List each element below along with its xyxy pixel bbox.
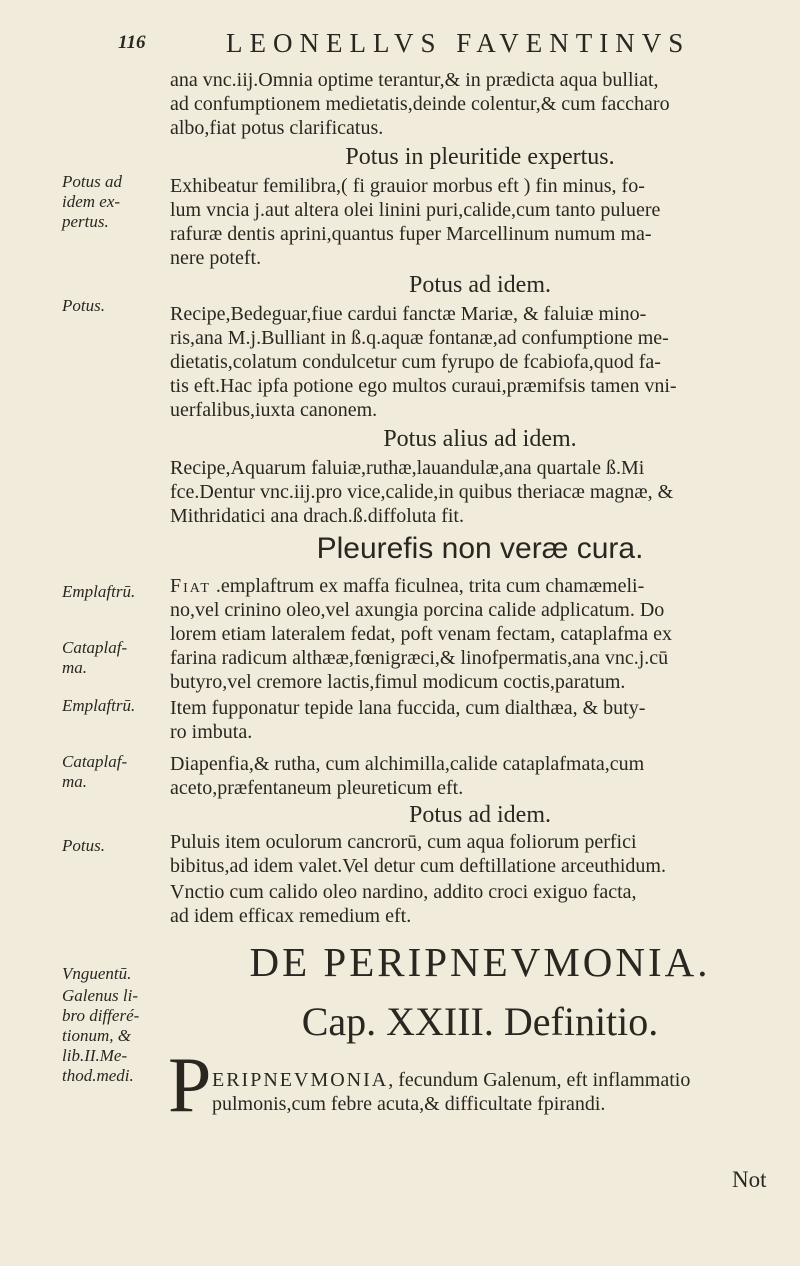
section-heading: Potus ad idem. xyxy=(409,272,551,298)
margin-note: Emplaftrū. xyxy=(62,696,136,715)
drop-cap: P xyxy=(168,1041,212,1128)
first-word: ERIPNEVMONIA xyxy=(212,1069,389,1091)
text-line: Item fupponatur tepide lana fuccida, cum dialthæa, & buty- xyxy=(170,697,646,719)
text-line: ad idem efficax remedium eft. xyxy=(170,905,412,927)
text-line: nere poteft. xyxy=(170,247,262,269)
text-line: Exhibeatur femilibra,( fi grauior morbus eft ) fin minus, fo- xyxy=(170,175,645,197)
chapter-title: DE PERIPNEVMONIA. xyxy=(249,939,711,985)
page-number: 116 xyxy=(118,32,146,53)
text-line: farina radicum althææ,fœnigræci,& linofpermatis,ana vnc.j.cū xyxy=(170,647,669,669)
text-line: Recipe,Bedeguar,fiue cardui fanctæ Mariæ, & faluiæ mino- xyxy=(170,303,647,325)
text-line: ana vnc.iij.Omnia optime terantur,& in prædicta aqua bulliat, xyxy=(170,69,659,91)
text-line: lorem etiam lateralem fedat, poft venam fectam, cataplafma ex xyxy=(170,623,672,645)
section-heading: Potus ad idem. xyxy=(409,802,551,828)
text-line: dietatis,colatum condulcetur cum fyrupo de fcabiofa,quod fa- xyxy=(170,351,661,373)
text-line: Puluis item oculorum cancrorū, cum aqua foliorum perfici xyxy=(170,831,637,853)
section-heading: Pleurefis non veræ cura. xyxy=(316,532,644,565)
margin-note: Potus ad idem ex- pertus. xyxy=(62,172,122,231)
text-line: aceto,præfentaneum pleureticum eft. xyxy=(170,777,464,799)
section-heading: Potus alius ad idem. xyxy=(383,426,577,452)
margin-note: Galenus li- bro differé- tionum, & lib.II.Me- thod.medi. xyxy=(62,986,140,1085)
text-line: Mithridatici ana drach.ß.diffoluta fit. xyxy=(170,505,464,527)
text-line: butyro,vel cremore lactis,fimul modicum coctis,paratum. xyxy=(170,671,626,693)
margin-note: Cataplaf- ma. xyxy=(62,638,128,677)
text-line: Recipe,Aquarum faluiæ,ruthæ,lauandulæ,ana quartale ß.Mi xyxy=(170,457,645,479)
catchword: Not xyxy=(732,1167,767,1192)
text-line: tis eft.Hac ipfa potione ego multos curaui,præmifsis tamen vni- xyxy=(170,375,677,397)
text-line: ad confumptionem medietatis,deinde colentur,& cum faccharo xyxy=(170,93,670,115)
text-line: rafuræ dentis aprini,quantus fuper Marcellinum numum ma- xyxy=(170,223,652,245)
section-heading: Potus in pleuritide expertus. xyxy=(345,144,615,170)
text-line: no,vel crinino oleo,vel axungia porcina calide adplicatum. Do xyxy=(170,599,665,621)
running-head: LEONELLVS FAVENTINVS xyxy=(226,28,691,58)
margin-note: Cataplaf- ma. xyxy=(62,752,128,791)
text-line: Vnctio cum calido oleo nardino, addito croci exiguo facta, xyxy=(170,881,637,903)
margin-note: Potus. xyxy=(62,836,105,855)
text-line: albo,fiat potus clarificatus. xyxy=(170,117,384,139)
margin-note: Potus. xyxy=(62,296,105,315)
chapter-subtitle: Cap. XXIII. Definitio. xyxy=(301,999,659,1044)
text-line xyxy=(170,574,644,598)
first-word: Fiat xyxy=(170,575,211,597)
text-line: bibitus,ad idem valet.Vel detur cum deftillatione arceuthidum. xyxy=(170,855,666,877)
page-header xyxy=(0,28,800,68)
text-line: lum vncia j.aut altera olei linini puri,calide,cum tanto puluere xyxy=(170,199,661,221)
margin-note: Emplaftrū. xyxy=(62,582,136,601)
text-line: ro imbuta. xyxy=(170,721,253,743)
text-line: fce.Dentur vnc.iij.pro vice,calide,in quibus theriacæ magnæ, & xyxy=(170,481,674,503)
text-line: ris,ana M.j.Bulliant in ß.q.aquæ fontanæ,ad confumptione me- xyxy=(170,327,669,349)
text-line-rest: .emplaftrum ex maffa ficulnea, trita cum chamæmeli- xyxy=(210,575,645,597)
text-line: pulmonis,cum febre acuta,& difficultate fpirandi. xyxy=(212,1093,606,1115)
text-line-rest: , fecundum Galenum, eft inflammatio xyxy=(388,1069,691,1091)
text-line: uerfalibus,iuxta canonem. xyxy=(170,399,378,421)
margin-note: Vnguentū. xyxy=(62,964,132,983)
text-line: Diapenfia,& rutha, cum alchimilla,calide cataplafmata,cum xyxy=(170,753,645,775)
text-line xyxy=(212,1068,690,1092)
